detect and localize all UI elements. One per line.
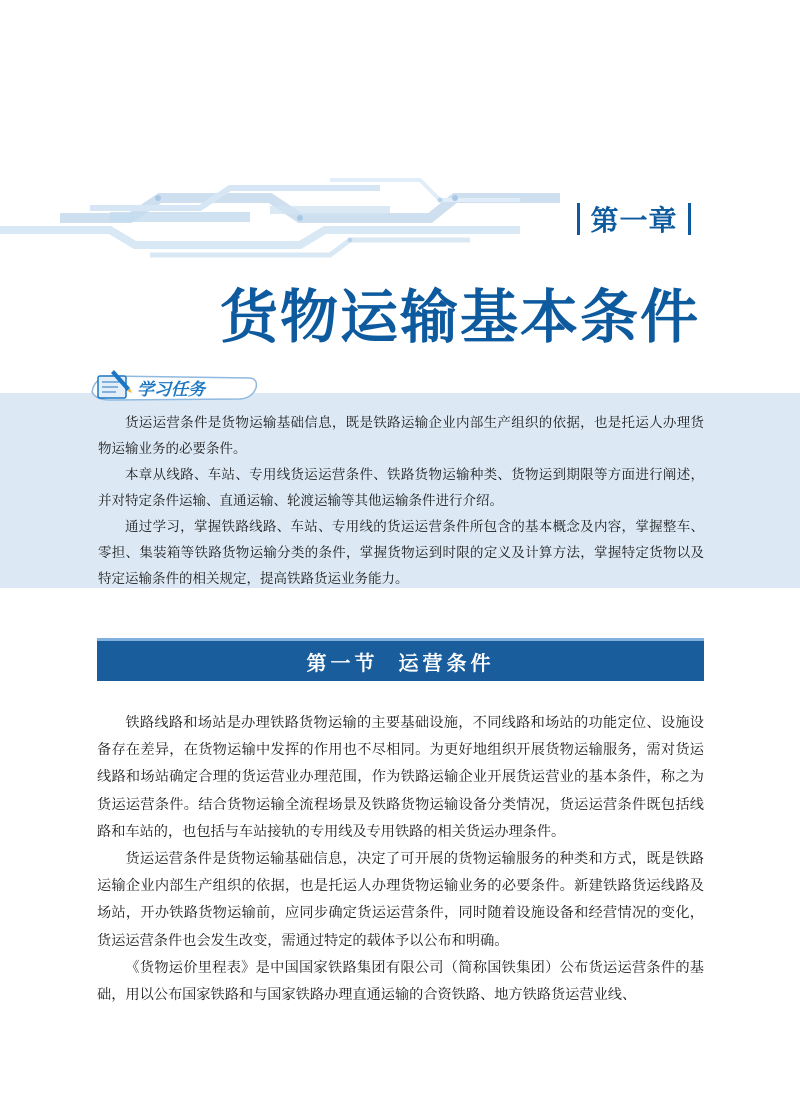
body-paragraph: 铁路线路和场站是办理铁路货物运输的主要基础设施，不同线路和场站的功能定位、设施设备存在差异，在货物运输中发挥的作用也不尽相同。为更好地组织开展货物运输服务，需对货运线路和场站确定合理的货运营业办理范围，作为铁路运输企业开展货运营业的基本条件，称之为货运运营条件。结合货物运输全流程场景及铁路货物运输设备分类情况，货运运营条件既包括线路和车站的，也包括与车站接轨的专用线及专用铁路的相关货运办理条件。	[97, 715, 704, 840]
learning-task-text	[98, 410, 704, 592]
task-paragraph: 本章从线路、车站、专用线货运运营条件、铁路货物运输种类、货物运到期限等方面进行阐述，并对特定条件运输、直通运输、轮渡运输等其他运输条件进行介绍。	[98, 467, 704, 509]
section-number: 第一节	[306, 650, 379, 675]
body-paragraph: 《货物运价里程表》是中国国家铁路集团有限公司（简称国铁集团）公布货运运营条件的基础，用以公布国家铁路和与国家铁路办理直通运输的合资铁路、地方铁路货运营业线、	[97, 959, 704, 1004]
chapter-label-text: 第一章	[590, 204, 678, 237]
chapter-label-left-bar	[577, 203, 580, 235]
body-paragraph: 货运运营条件是货物运输基础信息，决定了可开展的货物运输服务的种类和方式，既是铁路运输企业内部生产组织的依据，也是托运人办理货物运输业务的必要条件。新建铁路货运线路及场站，开办铁路货物运输前，应同步确定货运运营条件，同时随着设施设备和经营情况的变化，货运运营条件也会发生改变，需通过特定的载体予以公布和明确。	[97, 851, 704, 949]
chapter-title: 货物运输基本条件	[219, 283, 700, 351]
task-paragraph: 通过学习，掌握铁路线路、车站、专用线的货运运营条件所包含的基本概念及内容，掌握整车、零担、集装箱等铁路货物运输分类的条件，掌握货物运到时限的定义及计算方法，掌握特定货物以及特定运输条件的相关规定，提高铁路货运业务能力。	[98, 519, 704, 587]
task-paragraph: 货运运营条件是货物运输基础信息，既是铁路运输企业内部生产组织的依据，也是托运人办理货物运输业务的必要条件。	[98, 415, 704, 457]
section-heading	[97, 638, 704, 681]
body-text	[97, 710, 704, 1009]
section-title: 运营条件	[398, 650, 495, 675]
learning-task-label: 学习任务	[137, 380, 205, 400]
chapter-label	[566, 200, 702, 238]
chapter-label-right-bar	[688, 203, 691, 235]
